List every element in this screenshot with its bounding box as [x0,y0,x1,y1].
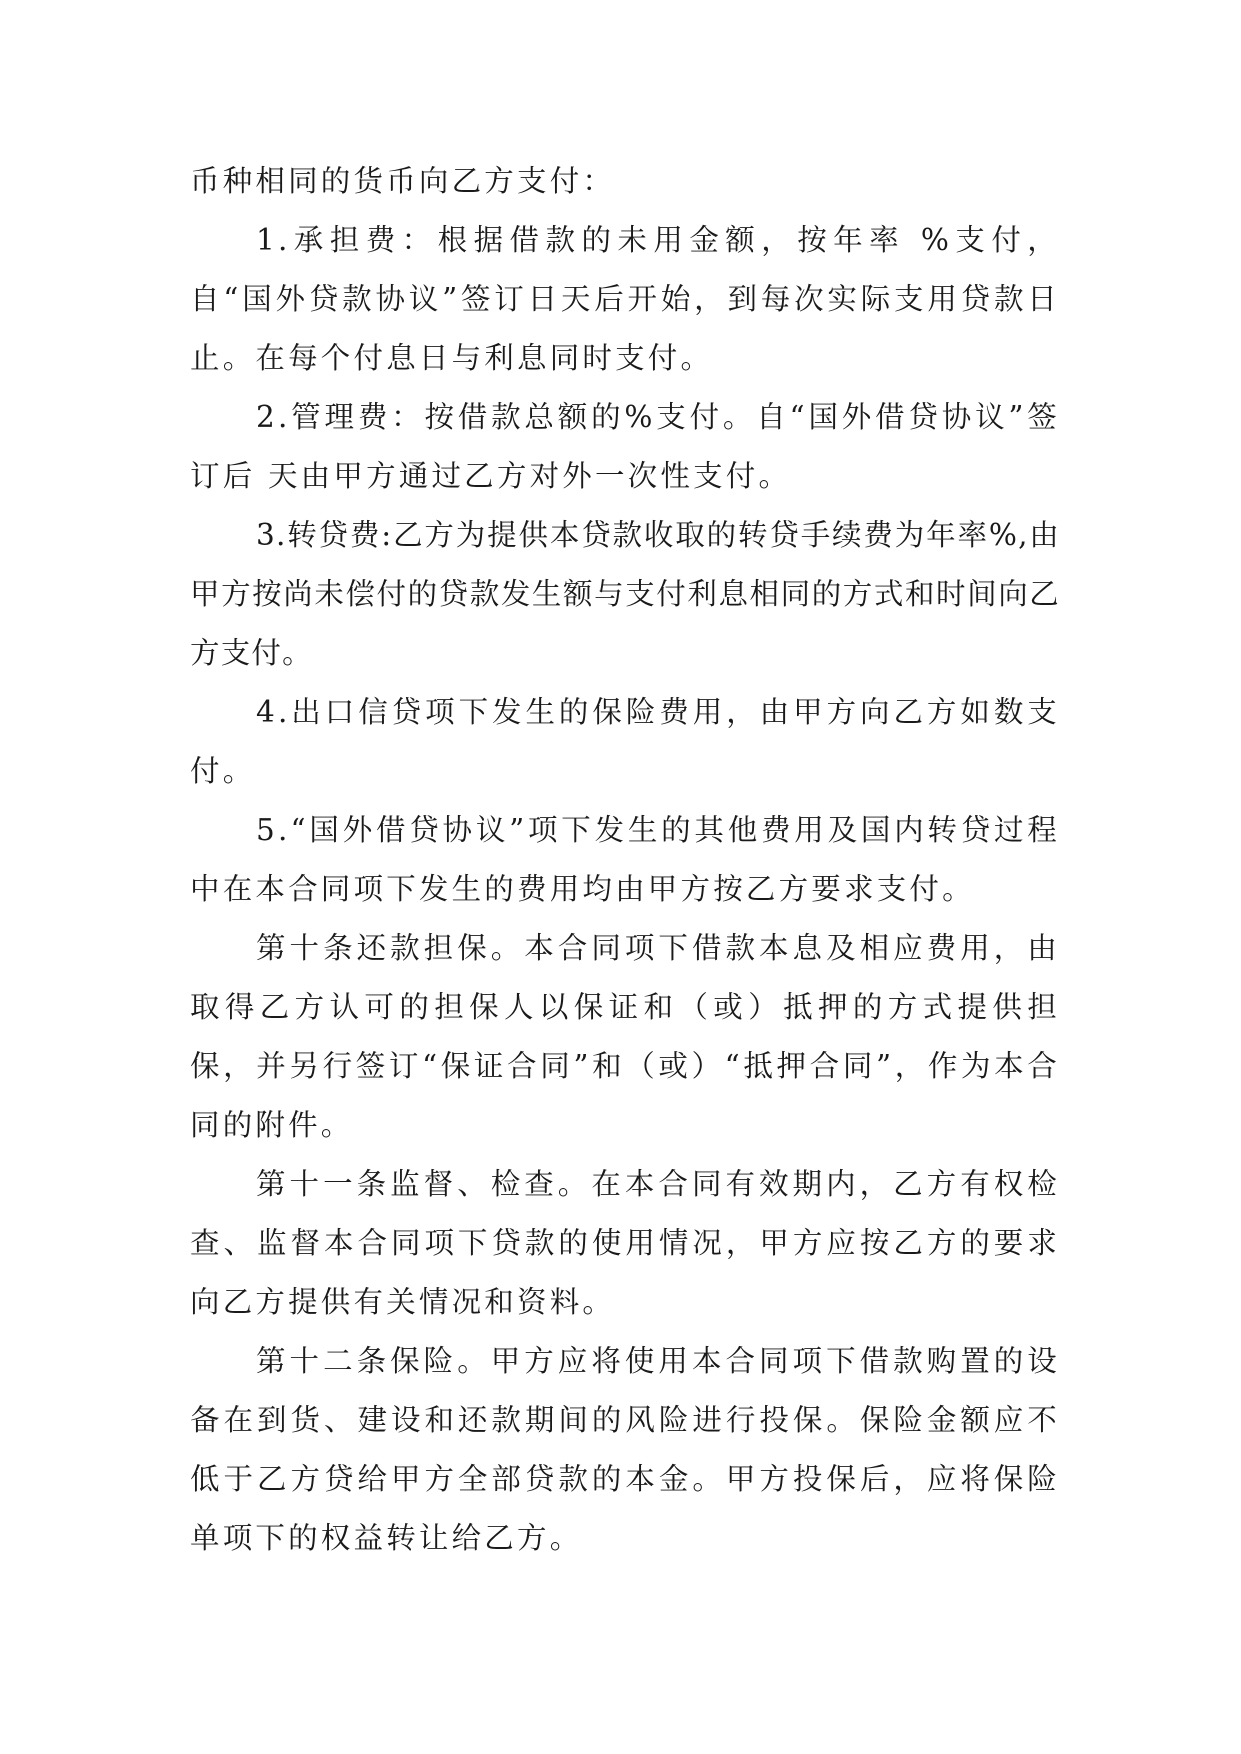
paragraph-article-11-supervision: 第十一条监督、检查。在本合同有效期内，乙方有权检查、监督本合同项下贷款的使用情况，甲方应按乙方的要求向乙方提供有关情况和资料。 [190,1167,1060,1319]
paragraph-article-10-guarantee: 第十条还款担保。本合同项下借款本息及相应费用，由取得乙方认可的担保人以保证和（或）抵押的方式提供担保，并另行签订“保证合同”和（或）“抵押合同”，作为本合同的附件。 [190,931,1060,1142]
paragraph-insurance-fee: 4.出口信贷项下发生的保险费用，由甲方向乙方如数支付。 [190,695,1060,788]
paragraph-on-lending-fee: 3.转贷费:乙方为提供本贷款收取的转贷手续费为年率%,由甲方按尚未偿付的贷款发生额与支付利息相同的方式和时间向乙方支付。 [190,518,1060,670]
document-body [190,152,1060,1568]
paragraph-commitment-fee: 1.承担费：根据借款的未用金额，按年率 %支付，自“国外贷款协议”签订日天后开始，到每次实际支用贷款日止。在每个付息日与利息同时支付。 [190,223,1060,375]
paragraph-other-fees: 5.“国外借贷协议”项下发生的其他费用及国内转贷过程中在本合同项下发生的费用均由甲方按乙方要求支付。 [190,813,1060,906]
paragraph-management-fee: 2.管理费：按借款总额的%支付。自“国外借贷协议”签订后 天由甲方通过乙方对外一次性支付。 [190,400,1060,493]
paragraph-continuation: 币种相同的货币向乙方支付： [190,164,616,198]
paragraph-article-12-insurance: 第十二条保险。甲方应将使用本合同项下借款购置的设备在到货、建设和还款期间的风险进行投保。保险金额应不低于乙方贷给甲方全部贷款的本金。甲方投保后，应将保险单项下的权益转让给乙方。 [190,1344,1060,1555]
